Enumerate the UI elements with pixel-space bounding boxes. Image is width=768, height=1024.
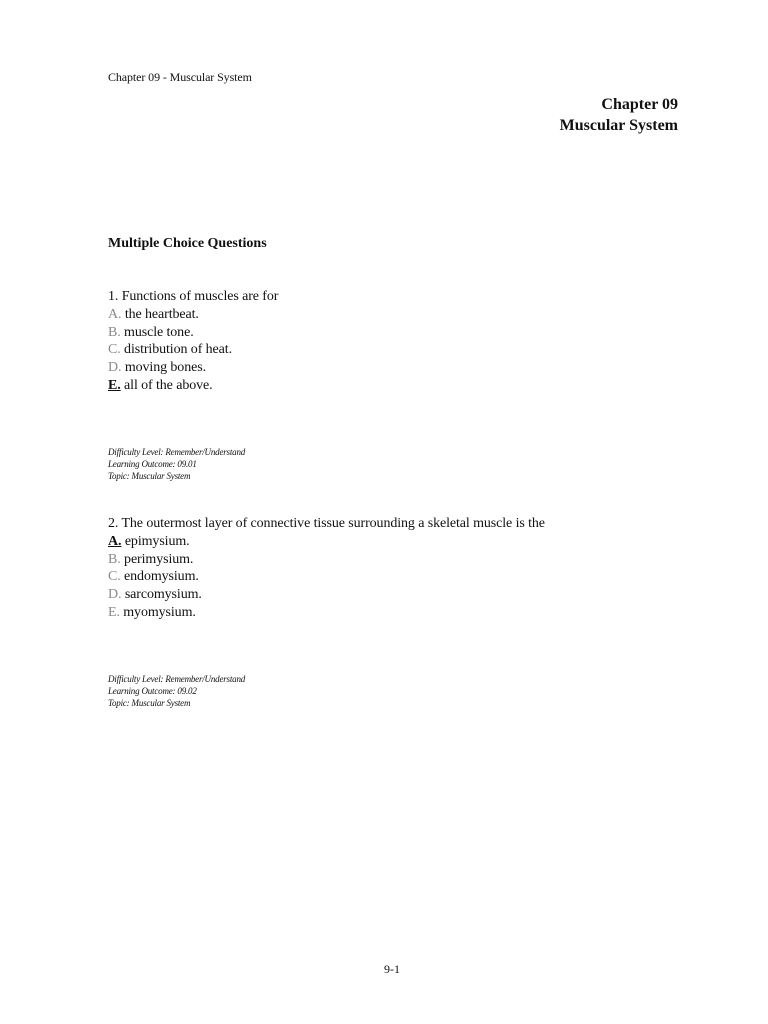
running-header: Chapter 09 - Muscular System (108, 70, 252, 84)
difficulty-level: Difficulty Level: Remember/Understand (108, 674, 246, 684)
choice-text: moving bones. (121, 360, 206, 376)
choice-letter: A. (108, 306, 122, 322)
choice-d (108, 359, 278, 377)
learning-outcome: Learning Outcome: 09.01 (108, 459, 197, 469)
choice-text: sarcomysium. (121, 587, 202, 603)
choice-e (108, 604, 545, 622)
chapter-subject: Muscular System (559, 117, 678, 134)
choice-letter: B. (108, 551, 121, 567)
correct-answer-letter: E. (108, 377, 121, 393)
question-2-metadata (108, 673, 245, 709)
learning-outcome: Learning Outcome: 09.02 (108, 686, 197, 696)
section-heading: Multiple Choice Questions (108, 236, 267, 251)
question-stem: 2. The outermost layer of connective tissue surrounding a skeletal muscle is the (108, 516, 545, 531)
choice-text: distribution of heat. (120, 342, 232, 358)
choice-c (108, 341, 278, 359)
choice-letter: C. (108, 342, 121, 358)
choice-letter: B. (108, 324, 121, 340)
choice-c (108, 568, 545, 586)
difficulty-level: Difficulty Level: Remember/Understand (108, 447, 246, 457)
question-stem: 1. Functions of muscles are for (108, 289, 279, 304)
choice-d (108, 586, 545, 604)
choice-text: myomysium. (119, 604, 196, 620)
topic: Topic: Muscular System (108, 698, 191, 708)
question-1-metadata (108, 446, 245, 482)
choice-b (108, 551, 545, 569)
choice-a (108, 306, 278, 324)
choice-b (108, 324, 278, 342)
choice-letter: D. (108, 587, 122, 603)
choice-e (108, 377, 278, 395)
choice-letter: C. (108, 569, 121, 585)
choice-a (108, 533, 545, 551)
correct-answer-letter: A. (108, 533, 122, 549)
page-number: 9-1 (384, 962, 400, 976)
choice-text: perimysium. (120, 551, 194, 567)
choice-letter: E. (108, 604, 120, 620)
question-2 (108, 515, 545, 622)
chapter-title-block (560, 94, 678, 136)
choice-text: muscle tone. (120, 324, 194, 340)
choice-text: endomysium. (120, 569, 199, 585)
choice-text: the heartbeat. (121, 306, 199, 322)
question-1 (108, 288, 278, 395)
choice-letter: D. (108, 360, 122, 376)
topic: Topic: Muscular System (108, 471, 191, 481)
chapter-number: Chapter 09 (601, 96, 678, 113)
choice-text: epimysium. (121, 533, 190, 549)
choice-text: all of the above. (120, 377, 213, 393)
